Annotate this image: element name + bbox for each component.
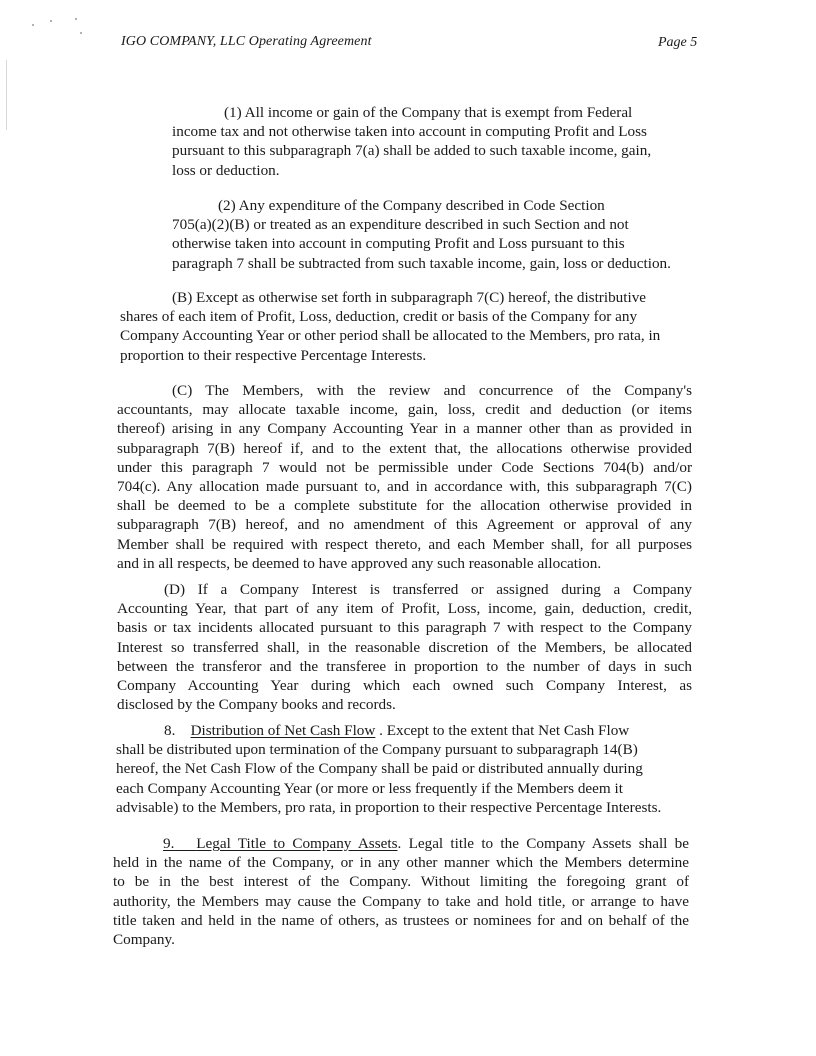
text-line: proportion to their respective Percentage Interests. [120, 346, 427, 364]
page-number: Page 5 [658, 35, 698, 50]
text-line: accountants, may allocate taxable income, gain, loss, credit and deduction (or items [117, 401, 692, 419]
text-line: Interest so transferred shall, in the reasonable discretion of the Members, be allocated [117, 638, 692, 656]
text-line: Accounting Year, that part of any item of Profit, Loss, income, gain, deduction, credit, [117, 600, 692, 618]
text-line: under this paragraph 7 would not be permissible under Code Sections 704(b) and/or [117, 458, 692, 476]
text-line: 705(a)(2)(B) or treated as an expenditure described in such Section and not [172, 216, 629, 234]
section-heading [163, 835, 398, 852]
paragraph-8 [116, 721, 694, 817]
text-line: Member shall be required with respect thereto, and each Member shall, for all purposes [117, 535, 692, 553]
text-line: between the transferor and the transferee in proportion to the number of days in such [117, 657, 692, 675]
text-line: pursuant to this subparagraph 7(a) shall be added to such taxable income, gain, [172, 142, 652, 160]
text-line: 704(c). Any allocation made pursuant to, and in accordance with, this subparagraph 7(C) [117, 478, 692, 496]
text-line: (B) Except as otherwise set forth in subparagraph 7(C) hereof, the distributive [172, 289, 647, 306]
paragraph-7b [120, 288, 692, 365]
text-line: otherwise taken into account in computing Profit and Loss pursuant to this [172, 235, 625, 253]
speck [32, 24, 34, 26]
paragraph-sub-2 [172, 196, 692, 273]
text-run: . Legal title to the Company Assets shall be [397, 835, 689, 852]
paragraph-sub-1 [172, 103, 672, 180]
section-number: 8. [164, 722, 176, 739]
section-heading-text: Legal Title to Company Assets [196, 835, 398, 852]
paragraph-9 [113, 834, 689, 949]
speck [80, 32, 82, 34]
text-line: disclosed by the Company books and records. [117, 696, 396, 714]
text-line: (D) If a Company Interest is transferred or assigned during a Company [164, 581, 692, 598]
text-line: income tax and not otherwise taken into account in computing Profit and Loss [172, 123, 647, 141]
speck [75, 18, 77, 20]
text-line: to be in the best interest of the Company. Without limiting the foregoing grant of [113, 873, 689, 891]
paragraph-7c [117, 381, 692, 573]
scan-edge-line [6, 60, 7, 130]
text-line: Company Accounting Year or other period shall be allocated to the Members, pro rata, in [120, 327, 661, 345]
text-line: title taken and held in the name of others, as trustees or nominees for and on behalf of the [113, 911, 689, 929]
text-line: authority, the Members may cause the Company to take and hold title, or arrange to have [113, 892, 689, 910]
text-line: each Company Accounting Year (or more or less frequently if the Members deem it [116, 779, 623, 797]
text-line: Company Accounting Year during which each owned such Company Interest, as [117, 677, 692, 695]
text-line: thereof) arising in any Company Accounting Year in a manner other than as provided in [117, 420, 692, 438]
text-line: advisable) to the Members, pro rata, in proportion to their respective Percentage Interests. [116, 798, 662, 816]
section-number: 9. [163, 835, 175, 852]
text-line: and in all respects, be deemed to have approved any such reasonable allocation. [117, 554, 602, 572]
text-line: loss or deduction. [172, 161, 280, 179]
text-line: Company. [113, 931, 175, 949]
text-line: (C) The Members, with the review and concurrence of the Company's [172, 382, 692, 399]
text-line [113, 834, 689, 853]
document-header-title: IGO COMPANY, LLC Operating Agreement [121, 34, 372, 49]
scan-specks [30, 14, 100, 44]
text-line: shall be deemed to be a complete substitute for the allocation otherwise provided in [117, 497, 692, 515]
speck [50, 20, 52, 22]
text-line: paragraph 7 shall be subtracted from such taxable income, gain, loss or deduction. [172, 254, 671, 272]
text-run: . Except to the extent that Net Cash Flow [375, 722, 630, 739]
text-line: (1) All income or gain of the Company that is exempt from Federal [224, 104, 633, 121]
text-line: subparagraph 7(B) hereof if, and to the extent that, the allocations otherwise provided [117, 439, 692, 457]
text-line: subparagraph 7(B) hereof, and no amendment of this Agreement or approval of any [117, 516, 692, 534]
text-line: (2) Any expenditure of the Company described in Code Section [218, 197, 605, 214]
text-line: shares of each item of Profit, Loss, deduction, credit or basis of the Company for any [120, 308, 638, 326]
text-line: hereof, the Net Cash Flow of the Company shall be paid or distributed annually during [116, 760, 643, 778]
section-heading: Distribution of Net Cash Flow [190, 722, 376, 739]
text-line: shall be distributed upon termination of the Company pursuant to subparagraph 14(B) [116, 741, 638, 759]
paragraph-7d [117, 580, 692, 714]
text-line: held in the name of the Company, or in any other manner which the Members determine [113, 854, 689, 872]
text-line [116, 721, 694, 740]
text-line: basis or tax incidents allocated pursuant to this paragraph 7 with respect to the Company [117, 619, 692, 637]
